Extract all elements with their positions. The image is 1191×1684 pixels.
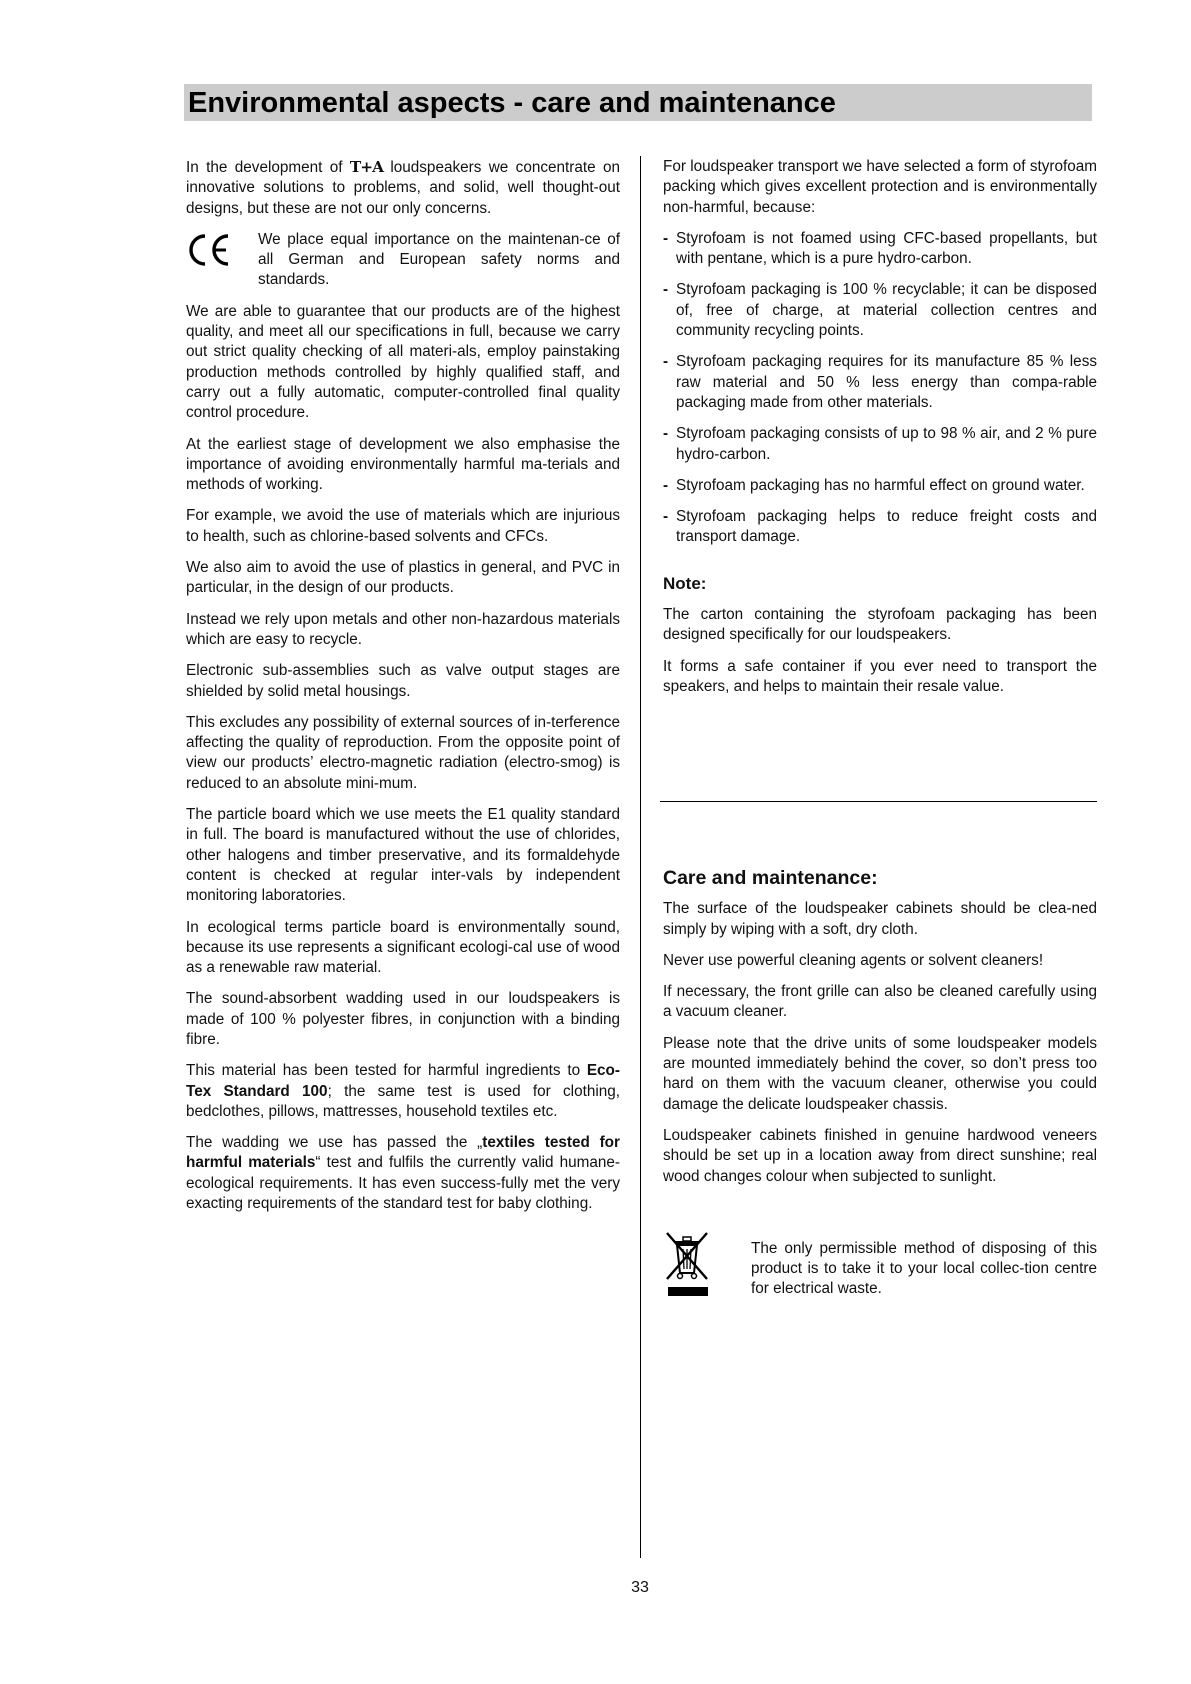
- page-title: Environmental aspects - care and maintenance: [188, 87, 836, 119]
- transport-intro: For loudspeaker transport we have selected a form of styrofoam packing which gives excellent protection and is environmentally non-harmful, because:: [663, 158, 1097, 216]
- title-bar: [184, 84, 1092, 121]
- column-divider: [640, 156, 641, 1558]
- list-item: - Styrofoam packaging helps to reduce freight costs and transport damage.: [663, 508, 1097, 546]
- intro-paragraph: In the development of T+A loudspeakers we concentrate on innovative solutions to problems, and solid, well thought-out designs, but these are not our only concerns.: [186, 158, 621, 217]
- ce-mark-icon: [186, 230, 258, 274]
- right-column-care: [663, 868, 1097, 1307]
- care-paragraph-surface: The surface of the loudspeaker cabinets should be clea-ned simply by wiping with a soft, dry cloth.: [663, 900, 1097, 938]
- left-column: [186, 157, 620, 1225]
- list-item: - Styrofoam packaging requires for its manufacture 85 % less raw material and 50 % less energy than compa-rable packaging made from other materials.: [663, 353, 1097, 411]
- paragraph-eco-tex: This material has been tested for harmful ingredients to Eco-Tex Standard 100; the same test is used for clothing, bedclothes, pillows, mattresses, household textiles etc.: [186, 1062, 620, 1120]
- weee-disposal-text: The only permissible method of disposing of this product is to take it to your local collec-tion centre for electrical waste.: [751, 1239, 1097, 1298]
- list-item: - Styrofoam packaging has no harmful effect on ground water.: [663, 476, 1085, 494]
- section-divider: [660, 801, 1097, 802]
- list-item: - Styrofoam is not foamed using CFC-based propellants, but with pentane, which is a pure hydro-carbon.: [663, 229, 1097, 268]
- paragraph-shielding: Electronic sub-assemblies such as valve output stages are shielded by solid metal housings.: [186, 662, 620, 700]
- care-paragraph-veneers: Loudspeaker cabinets finished in genuine hardwood veneers should be set up in a location away from direct sunshine; real wood changes colour when subjected to sunlight.: [663, 1126, 1097, 1185]
- paragraph-plastics: We also aim to avoid the use of plastics in general, and PVC in particular, in the design of our products.: [186, 559, 620, 597]
- crossed-out-wheelie-bin-icon: [663, 1229, 751, 1307]
- brand-logo: T+A: [349, 158, 383, 176]
- ce-text: We place equal importance on the maintenan-ce of all German and European safety norms and standards.: [258, 230, 620, 289]
- paragraph-interference: This excludes any possibility of external sources of in-terference affecting the quality of reproduction. From the opposite point of view our products’ electro-magnetic radiation (electro-smog) is reduced to an absolute mini-mum.: [186, 713, 620, 792]
- note-paragraph-carton: The carton containing the styrofoam packaging has been designed specifically for our loudspeakers.: [663, 606, 1097, 644]
- care-paragraph-grille: If necessary, the front grille can also be cleaned carefully using a vacuum cleaner.: [663, 983, 1097, 1021]
- page-number: 33: [631, 1579, 649, 1596]
- right-column-transport: [663, 157, 1097, 708]
- list-item: - Styrofoam packaging consists of up to 98 % air, and 2 % pure hydro-carbon.: [663, 425, 1097, 463]
- paragraph-ecological: In ecological terms particle board is environmentally sound, because its use represents a significant ecologi-cal use of wood as a renewable raw material.: [186, 918, 620, 977]
- care-paragraph-agents: Never use powerful cleaning agents or solvent cleaners!: [663, 951, 1044, 969]
- paragraph-wadding: The sound-absorbent wadding used in our loudspeakers is made of 100 % polyester fibres, in conjunction with a binding fibre.: [186, 990, 620, 1048]
- paragraph-materials: For example, we avoid the use of materials which are injurious to health, such as chlorine-based solvents and CFCs.: [186, 507, 620, 545]
- paragraph-textiles-test: The wadding we use has passed the „textiles tested for harmful materials“ test and fulfils the currently valid humane-ecological requirements. It has even success-fully met the very exacting requirements of the standard test for baby clothing.: [186, 1134, 620, 1213]
- weee-section: [663, 1229, 1097, 1307]
- paragraph-particle-board: The particle board which we use meets the E1 quality standard in full. The board is manufactured without the use of chlorides, other halogens and timber preservative, and its formaldehyde content is checked at regular inter-vals by independent monitoring laboratories.: [186, 806, 620, 905]
- care-heading: Care and maintenance:: [663, 867, 878, 889]
- paragraph-development: At the earliest stage of development we also emphasise the importance of avoiding environmentally harmful ma-terials and methods of working.: [186, 435, 620, 494]
- styrofoam-list: [663, 229, 1097, 548]
- paragraph-quality: We are able to guarantee that our products are of the highest quality, and meet all our specifications in full, because we carry out strict quality checking of all materi-als, employ painstaking production methods controlled by highly qualified staff, and carry out a fully automatic, computer-controlled final quality control procedure.: [186, 302, 620, 422]
- paragraph-metals: Instead we rely upon metals and other non-hazardous materials which are easy to recycle.: [186, 610, 620, 648]
- note-paragraph-container: It forms a safe container if you ever need to transport the speakers, and helps to maintain their resale value.: [663, 657, 1097, 695]
- care-paragraph-drive-units: Please note that the drive units of some loudspeaker models are mounted immediately behind the cover, so don’t press too hard on them with the vacuum cleaner, otherwise you could damage the delicate loudspeaker chassis.: [663, 1034, 1097, 1113]
- ce-section: [186, 230, 620, 291]
- list-item: - Styrofoam packaging is 100 % recyclable; it can be disposed of, free of charge, at material collection centres and community recycling points.: [663, 281, 1097, 340]
- note-heading: Note:: [663, 573, 707, 593]
